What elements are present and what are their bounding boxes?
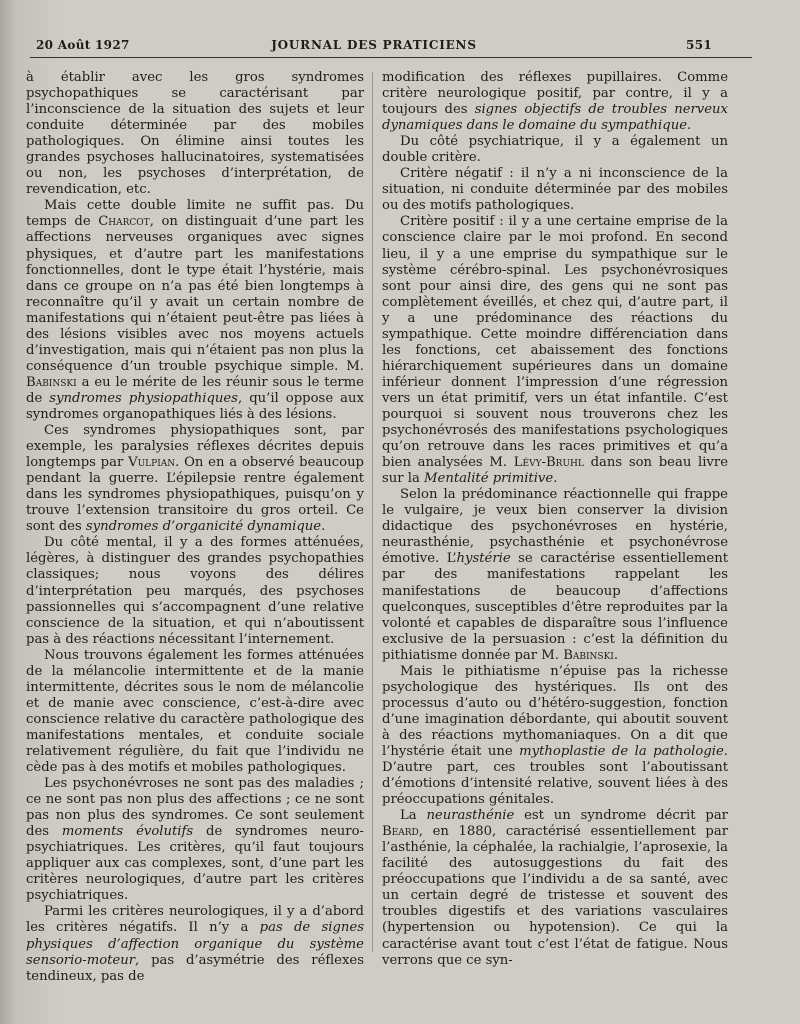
- paragraph: [26, 423, 364, 535]
- text-run: est un syndrome décrit par: [514, 808, 728, 824]
- text-run: Selon la prédominance réactionnelle qui frappe le vulgaire, je veux bien conserver la division didactique des psychonévroses en hystérie, neurasthénie, psychasthénie et psychonévrose émotive. L’: [382, 487, 728, 567]
- text-run: .: [553, 471, 558, 487]
- paragraph: [26, 776, 364, 904]
- left-column: [26, 70, 364, 985]
- paragraph: [382, 70, 728, 134]
- issue-date: 20 Août 1927: [36, 38, 130, 52]
- text-run: se caractérise essentiellement par des manifestations rappelant les manifestations de beaucoup d’affections quelconques, susceptibles d’être reproduites par la volonté et capables de disparaître sous l’influence exclusive de la persuasion : c’est la définition du pithiatisme donnée par M.: [382, 551, 728, 663]
- header-rule: [30, 57, 752, 58]
- paragraph: [382, 487, 728, 664]
- paragraph: [382, 214, 728, 487]
- paragraph: [26, 648, 364, 776]
- text-run: modification des réflexes pupillaires. Comme critère neurologique positif, par contre, il y a toujours des: [382, 70, 728, 118]
- text-run: , en 1880, caractérisé essentiellement par l’asthénie, la céphalée, la rachialgie, l’aprosexie, la facilité des autosuggestions du fait des préoccupations que l’individu a de sa santé, avec un certain degré de tristesse et souvent des troubles digestifs et des variations vasculaires (hypertension ou hypotension). Ce qui la caractérise avant tout c’est l’état de fatigue. Nous verrons que ce syn-: [382, 824, 728, 968]
- italic-text: Mentalité primitive: [424, 471, 554, 487]
- text-run: . On en a observé beaucoup pendant la guerre. L’épilepsie rentre également dans les syndromes physiopathiques, puisqu’on y trouve l’extension transitoire du gros orteil. Ce sont des: [26, 455, 364, 535]
- author-name: Charcot: [98, 214, 150, 230]
- italic-text: syndromes d’organicité dynamique: [85, 519, 322, 535]
- italic-text: signes objectifs de troubles nerveux dynamiques dans le domaine du sympathique: [382, 102, 728, 134]
- author-name: Babinski: [26, 374, 77, 390]
- text-run: a eu le mérite de les réunir sous le terme de: [26, 374, 364, 406]
- paragraph: [26, 904, 364, 984]
- paragraph: [26, 70, 364, 198]
- text-run: Mais le pithiatisme n’épuise pas la richesse psychologique des hystériques. Ils ont des processus d’auto ou d’hétéro-suggestion, fonction d’une imagination débordante, qui aboutit souvent à des réactions mythomaniaques. On a dit que l’hystérie était une: [382, 663, 728, 759]
- text-run: La: [400, 808, 427, 824]
- paragraph: [382, 134, 728, 166]
- text-run: Ces syndromes physiopathiques sont, par exemple, les paralysies réflexes décrites depuis longtemps par: [26, 423, 364, 471]
- text-run: , on distinguait d’une part les affections nerveuses organiques avec signes physiques, et d’autre part les manifestations fonctionnelles, dont le type était l’hystérie, mais dans ce groupe on n’a pas été bien longtemps à reconnaître qu’il y avait un certain nombre de manifestations qui n’étaient peut-être pas liées à des lésions visibles avec nos moyens actuels d’investigation, mais qui n’étaient pas non plus la conséquence d’un trouble psychique simple. M.: [26, 214, 364, 374]
- paragraph: [382, 664, 728, 808]
- right-column: [382, 70, 728, 969]
- text-run: , qu’il oppose aux syndromes organopathiques liés à des lésions.: [26, 390, 364, 422]
- text-run: Parmi les critères neurologiques, il y a d’abord les critères négatifs. Il n’y a: [26, 904, 364, 936]
- author-name: Lévy-Bruhl: [513, 455, 584, 471]
- text-run: .: [613, 647, 619, 663]
- text-run: , pas d’asymétrie des réflexes tendineux, pas de: [26, 952, 364, 984]
- author-name: Babinski: [563, 647, 614, 663]
- text-run: Les psychonévroses ne sont pas des maladies ; ce ne sont pas non plus des affections ; ce ne sont pas non plus des syndromes. Ce sont seulement des: [26, 776, 364, 840]
- text-run: .: [687, 118, 692, 134]
- text-run: Du côté psychiatrique, il y a également un double critère.: [382, 134, 728, 166]
- text-run: .: [321, 519, 326, 535]
- text-run: Critère positif : il y a une certaine emprise de la conscience claire par le moi profond. En second lieu, il y a une emprise du sympathique sur le système cérébro-spinal. Les psychonévrosiques sont pour ainsi dire, des gens qui ne sont pas complètement éveillés, et chez qui, d’autre part, il y a une prédominance des réactions du sympathique. Cette moindre différenciation dans les fonctions, cet abaissement des fonctions hiérarchiquement supérieures dans un domaine inférieur donnent l’impression d’une régression vers un état primitif, vers un état infantile. C’est pourquoi si souvent nous trouverons chez les psychonévrosés des manifestations psychologiques qu’on retrouve dans les races primitives et qu’a bien analysées M.: [382, 214, 728, 471]
- paragraph: [382, 166, 728, 214]
- running-header: [36, 38, 712, 56]
- paragraph: [26, 198, 364, 423]
- text-run: de syndromes neuro-psychiatriques. Les critères, qu’il faut toujours appliquer aux cas complexes, sont, d’une part les critères neurologiques, d’autre part les critères psychiatriques.: [26, 824, 364, 904]
- italic-text: hystérie: [456, 551, 511, 567]
- page-number: 551: [686, 38, 712, 52]
- text-run: Nous trouvons également les formes atténuées de la mélancolie intermittente et de la manie intermittente, décrites sous le nom de mélancolie et de manie avec conscience, c’est-à-dire avec conscience relative du caractère pathologique des manifestations mentales, et conduite sociale relativement régulière, du fait que l’individu ne cède pas à des motifs et mobiles pathologiques.: [26, 647, 364, 776]
- author-name: Vulpian: [128, 455, 176, 471]
- text-run: Critère négatif : il n’y a ni inconscience de la situation, ni conduite déterminée par des mobiles ou des motifs pathologiques.: [382, 166, 728, 214]
- italic-text: neurasthénie: [426, 808, 515, 824]
- paragraph: [26, 535, 364, 647]
- text-run: Du côté mental, il y a des formes atténuées, légères, à distinguer des grandes psychopathies classiques; nous voyons des délires d’interprétation peu marqués, des psychoses passionnelles qui s’accompagnent d’une relative conscience de la situation, et qui n’aboutissent pas à des réactions nécessitant l’internement.: [26, 535, 364, 647]
- italic-text: mythoplastie de la pathologie: [519, 743, 724, 759]
- italic-text: pas de signes physiques d’affection organique du système sensorio-moteur: [26, 920, 364, 968]
- journal-title: JOURNAL DES PRATICIENS: [271, 38, 477, 52]
- column-divider: [372, 72, 373, 952]
- text-run: . D’autre part, ces troubles sont l’aboutissant d’émotions d’intensité relative, souvent liées à des préoccupations génitales.: [382, 743, 728, 808]
- italic-text: syndromes physiopathiques: [49, 390, 238, 406]
- text-run: à établir avec les gros syndromes psychopathiques se caractérisant par l’inconscience de la situation des sujets et leur conduite déterminée par des mobiles pathologiques. On élimine ainsi toutes les grandes psychoses hallucinatoires, systematisées ou non, les psychoses d’interprétation, de revendication, etc.: [26, 70, 364, 198]
- italic-text: moments évolutifs: [61, 824, 194, 840]
- text-run: dans son beau livre sur la: [382, 455, 728, 487]
- paragraph: [382, 808, 728, 968]
- author-name: Beard: [382, 824, 419, 840]
- text-run: Mais cette double limite ne suffit pas. Du temps de: [26, 198, 364, 230]
